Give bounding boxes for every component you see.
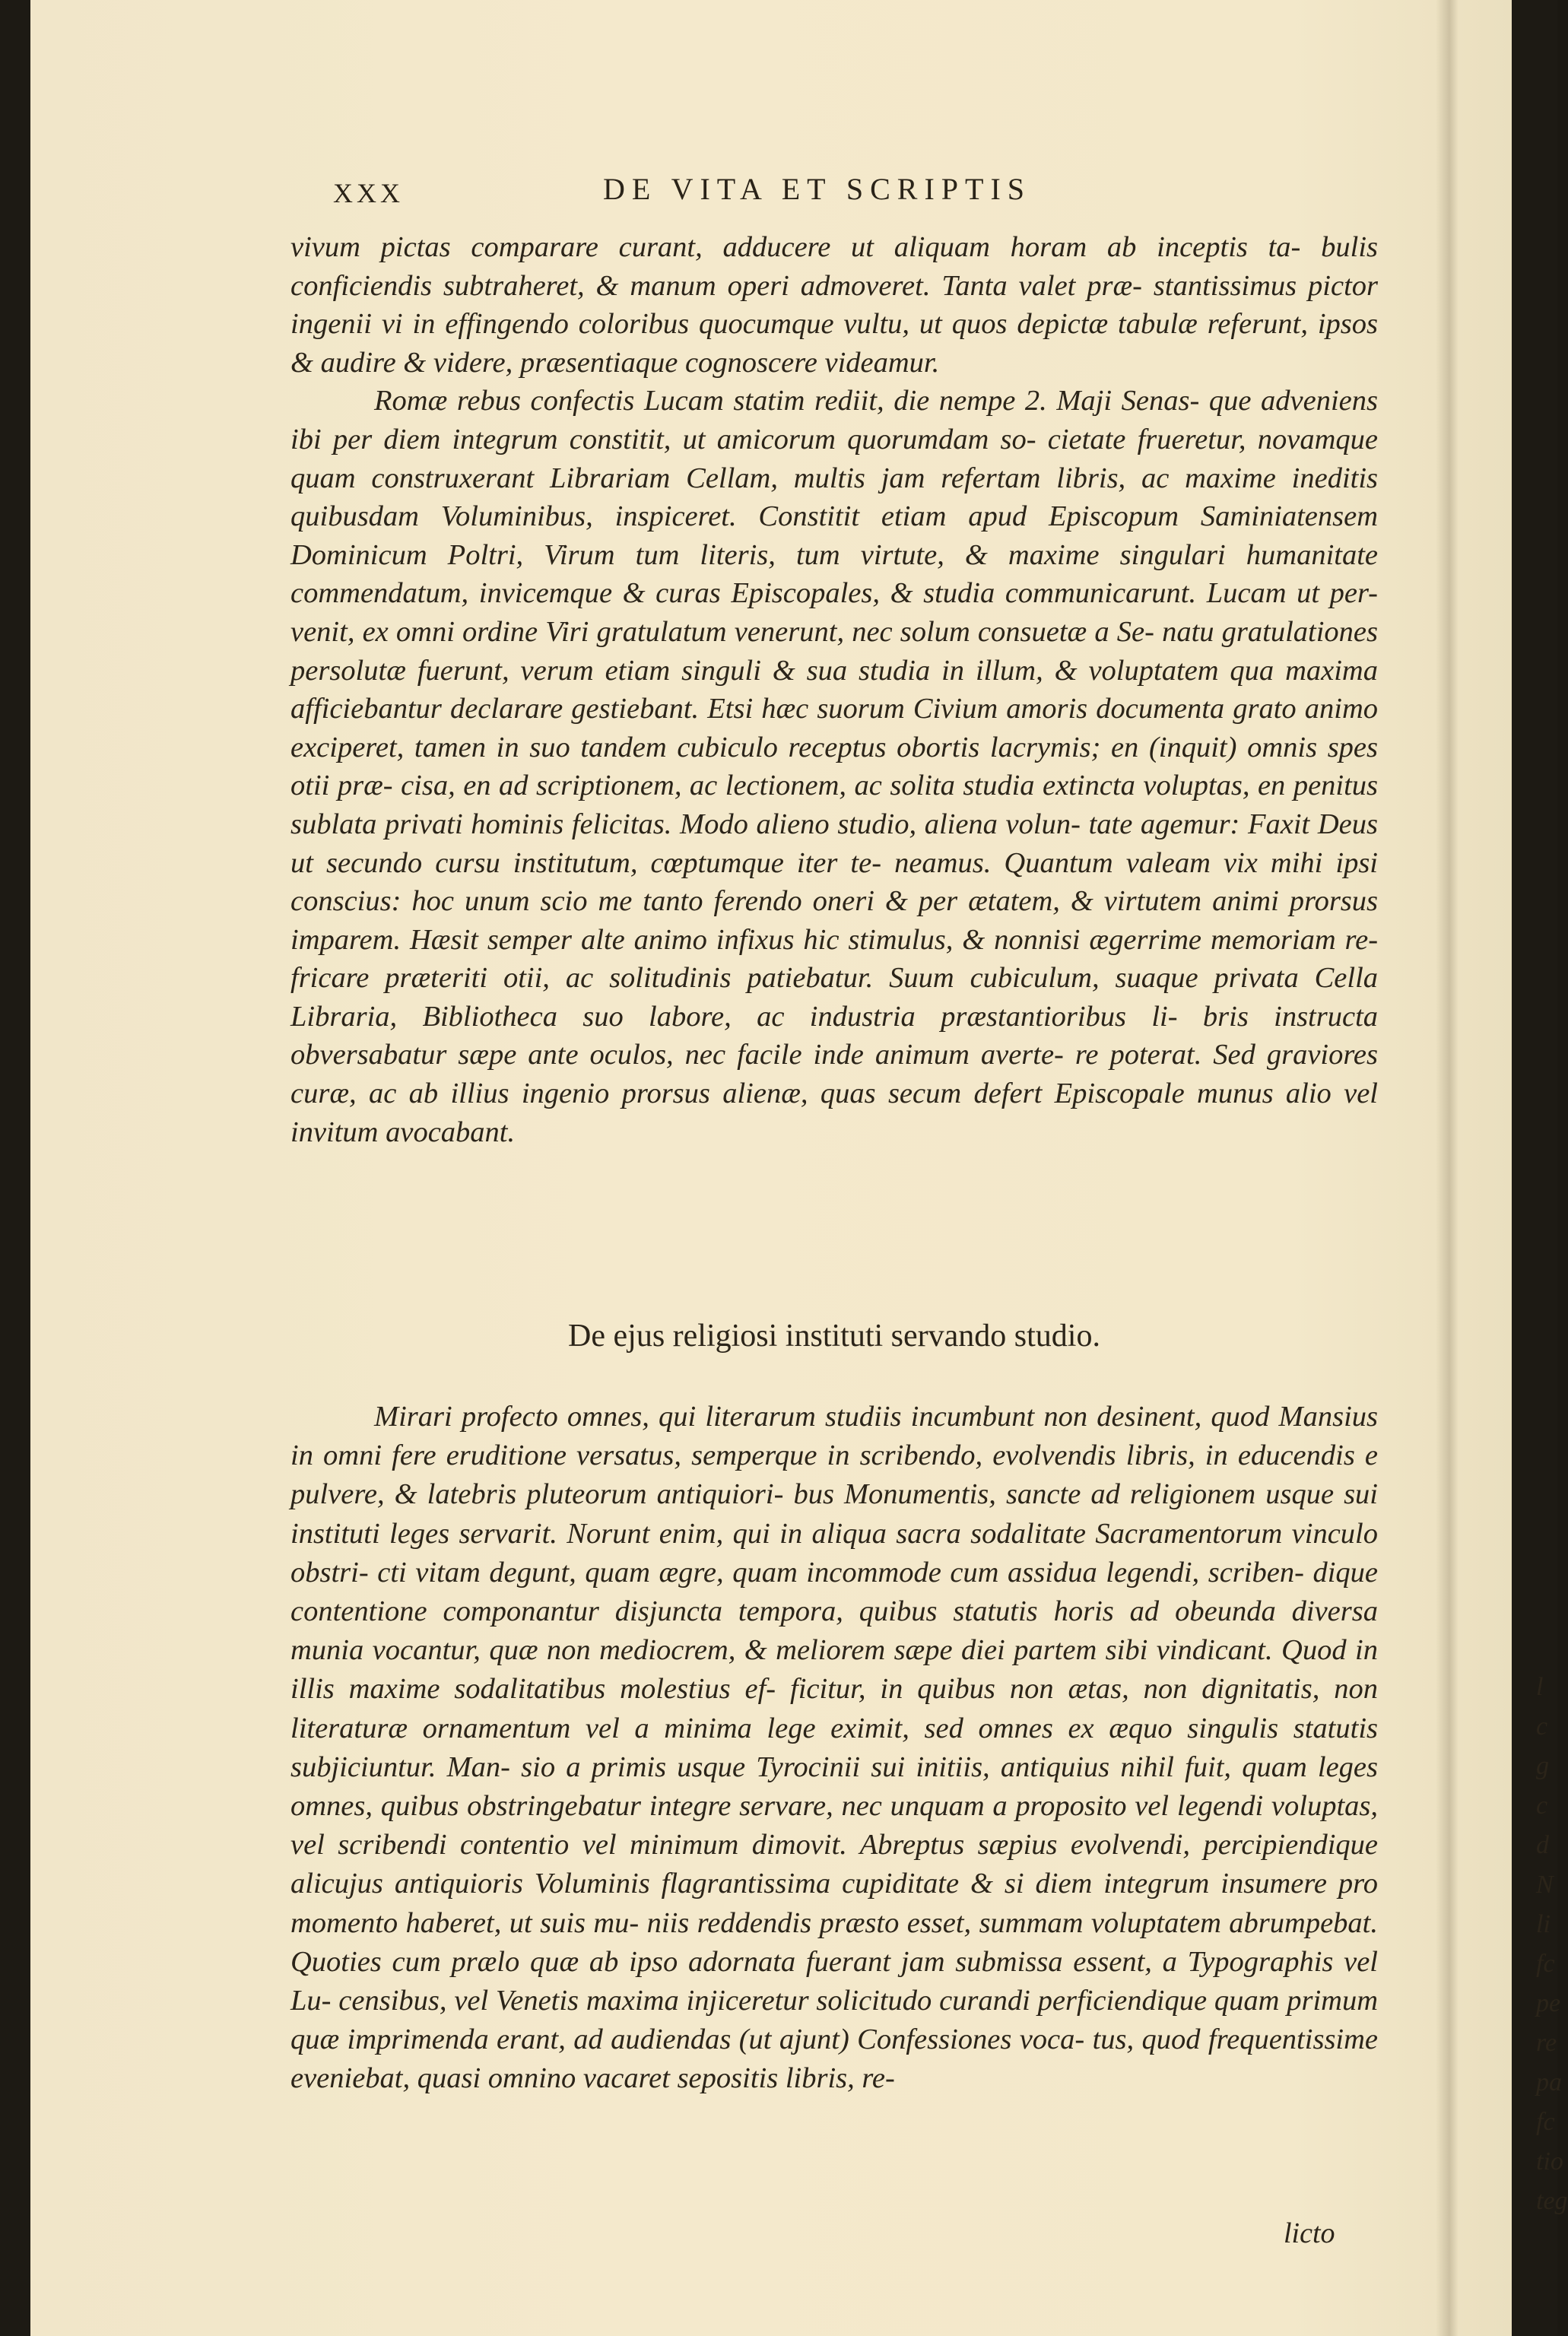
text-line: vivum pictas comparare curant, adducere ut aliquam horam ab inceptis ta- — [290, 231, 1301, 263]
running-head: DE VITA ET SCRIPTIS — [603, 172, 1032, 206]
text-line: quod Mansius in omni fere eruditione versatus, semperque in scribendo, — [290, 1401, 1378, 1472]
text-line: obeunda diversa munia vocantur, quæ non mediocrem, & meliorem sæpe — [290, 1595, 1378, 1667]
text-line: cupiditate & si diem integrum insumere pro momento haberet, ut suis mu- — [290, 1868, 1378, 1939]
facing-page-fragment: N — [1536, 1871, 1554, 1899]
body-text — [290, 228, 1378, 1151]
text-line: cti vitam degunt, quam ægre, quam incommode cum assidua legendi, scriben- — [377, 1556, 1304, 1589]
facing-page-edge — [1536, 1673, 1568, 2266]
text-line: depictæ tabulæ referunt, ipsos & audire & videre, præsentiaque cognoscere — [290, 308, 1378, 379]
facing-page-fragment: pa — [1536, 2068, 1562, 2096]
text-line: a minima lege eximit, sed omnes ex æquo singulis statutis subjiciuntur. Man- — [290, 1712, 1378, 1783]
text-line: bris instructa obversabatur sæpe ante oculos, nec facile inde animum averte- — [290, 1000, 1379, 1071]
facing-page-fragment: fc — [1536, 2108, 1555, 2136]
text-line: ficitur, in quibus non ætas, non dignitatis, non literaturæ ornamentum vel — [290, 1673, 1378, 1744]
text-line: penitus sublata privati hominis felicitas. Modo alieno studio, aliena volun- — [290, 770, 1379, 840]
text-line: stantissimus pictor ingenii vi in effingendo coloribus quocumque vultu, ut quos — [290, 269, 1379, 341]
text-line: primum quæ imprimenda erant, ad audiendas (ut ajunt) Confessiones voca- — [290, 1985, 1379, 2056]
facing-page-fragment: c — [1536, 1712, 1548, 1741]
folio-number: XXX — [333, 178, 404, 208]
text-line: dique contentione componantur disjuncta tempora, quibus statutis horis ad — [290, 1556, 1379, 1628]
facing-page-fragment: tio — [1536, 2147, 1563, 2176]
facing-page-fragment: c — [1536, 1792, 1548, 1820]
text-line: cietate frueretur, novamque quam construxerant Librariam Cellam, multis — [290, 423, 1379, 494]
text-line: semper alte animo infixus hic stimulus, & nonnisi ægerrime memoriam re- — [487, 923, 1379, 956]
facing-page-fragment: l — [1536, 1673, 1544, 1701]
facing-page-fragment: re — [1536, 2029, 1557, 2057]
text-line: tandem cubiculo receptus obortis lacrymis; en (inquit) omnis spes otii præ- — [290, 731, 1378, 802]
gutter-shadow — [1436, 0, 1458, 2336]
text-line: natu gratulationes persolutæ fuerunt, verum etiam singuli & sua studia in — [290, 615, 1378, 687]
paragraph — [290, 1398, 1378, 2099]
facing-page-fragment: fc — [1536, 1950, 1555, 1978]
text-line: videamur. — [824, 346, 940, 379]
text-line: hæc suorum Civium amoris documenta grato animo exciperet, tamen in suo — [290, 693, 1378, 763]
text-line: tum literis, tum virtute, & maxime singulari humanitate commendatum, — [290, 538, 1378, 610]
text-line: privata Cella Libraria, Bibliotheca suo labore, ac industria præstantioribus li- — [290, 962, 1379, 1033]
text-line: evolvendis libris, in educendis e pulvere, & latebris pluteorum antiquiori- — [290, 1439, 1378, 1511]
text-line: illum, & voluptatem qua maxima afficiebantur declarare gestiebant. Etsi — [290, 654, 1378, 725]
text-line: sæpius evolvendi, percipiendique alicujus antiquioris Voluminis flagrantissima — [290, 1829, 1378, 1900]
text-line: venit, ex omni ordine Viri gratulatum venerunt, nec solum consuetæ a Se- — [290, 615, 1154, 648]
text-line: Romæ rebus confectis Lucam statim rediit, die nempe 2. Maji Senas- — [374, 385, 1200, 417]
section-heading: De ejus religiosi instituti servando studio. — [568, 1319, 1100, 1354]
text-line: Norunt enim, qui in aliqua sacra sodalitate Sacramentorum vinculo obstri- — [290, 1517, 1378, 1589]
paragraph — [290, 228, 1378, 382]
text-line: jam refertam libris, ac maxime ineditis quibusdam Voluminibus, inspiceret. — [290, 462, 1379, 533]
text-line: quæ ab ipso adornata fuerant jam submissa essent, a Typographis vel Lu- — [290, 1945, 1379, 2017]
facing-page-fragment: pe — [1536, 1989, 1561, 2017]
text-line: omnes, quibus obstringebatur integre servare, nec unquam a proposito vel — [290, 1790, 1170, 1823]
facing-page-fragment: li — [1536, 1910, 1551, 1938]
text-line: Constitit etiam apud Episcopum Saminiatensem Dominicum Poltri, Virum — [290, 500, 1379, 571]
facing-page-fragment: g — [1536, 1752, 1549, 1780]
text-line: fricare præteriti otii, ac solitudinis patiebatur. Suum cubiculum, suaque — [290, 962, 1198, 995]
catchword: licto — [1284, 2217, 1335, 2249]
text-line: invicemque & curas Episcopales, & studia communicarunt. Lucam ut per- — [478, 577, 1379, 610]
text-line: Mirari profecto omnes, qui literarum studiis incumbunt non desinent, — [374, 1401, 1202, 1433]
text-line: cisa, en ad scriptionem, ac lectionem, ac solita studia extincta voluptas, en — [401, 770, 1286, 802]
paragraph — [290, 382, 1378, 1151]
text-line: tus, quod frequentissime eveniebat, quasi omnino vacaret sepositis libris, re- — [290, 2023, 1379, 2095]
facing-page-fragment: d — [1536, 1831, 1549, 1859]
text-line: diei partem sibi vindicant. Quod in illis maxime sodalitatibus molestius ef- — [290, 1634, 1378, 1706]
text-line: sio a primis usque Tyrocinii sui initiis, antiquius nihil fuit, quam leges — [521, 1750, 1379, 1783]
text-line: neamus. Quantum valeam vix mihi ipsi conscius: hoc unum scio me tanto — [290, 846, 1379, 918]
facing-page-fragment: teg — [1536, 2187, 1568, 2215]
book-page — [30, 0, 1512, 2336]
text-line: bulis conficiendis subtraheret, & manum operi admoveret. Tanta valet præ- — [290, 231, 1379, 302]
text-line: secum defert Episcopale munus alio vel invitum avocabant. — [290, 1078, 1379, 1148]
text-line: re poterat. Sed graviores curæ, ac ab illius ingenio prorsus alienæ, quas — [290, 1039, 1379, 1110]
text-line: niis reddendis præsto esset, summam voluptatem abrumpebat. Quoties cum prælo — [290, 1906, 1379, 1978]
text-line: bus Monumentis, sancte ad religionem usque sui instituti leges servarit. — [290, 1478, 1378, 1550]
page-header — [333, 171, 1215, 217]
text-line: censibus, vel Venetis maxima injiceretur solicitudo curandi perficiendique quam — [338, 1985, 1280, 2017]
section-body — [290, 1398, 1378, 2099]
text-line: ferendo oneri & per ætatem, & virtutem animi prorsus imparem. Hæsit — [290, 885, 1379, 956]
text-line: que adveniens ibi per diem integrum constitit, ut amicorum quorumdam so- — [290, 385, 1379, 455]
text-line: legendi voluptas, vel scribendi contentio vel minimum dimovit. Abreptus — [290, 1790, 1379, 1862]
text-line: tate agemur: Faxit Deus ut secundo cursu institutum, cœptumque iter te- — [290, 808, 1379, 879]
